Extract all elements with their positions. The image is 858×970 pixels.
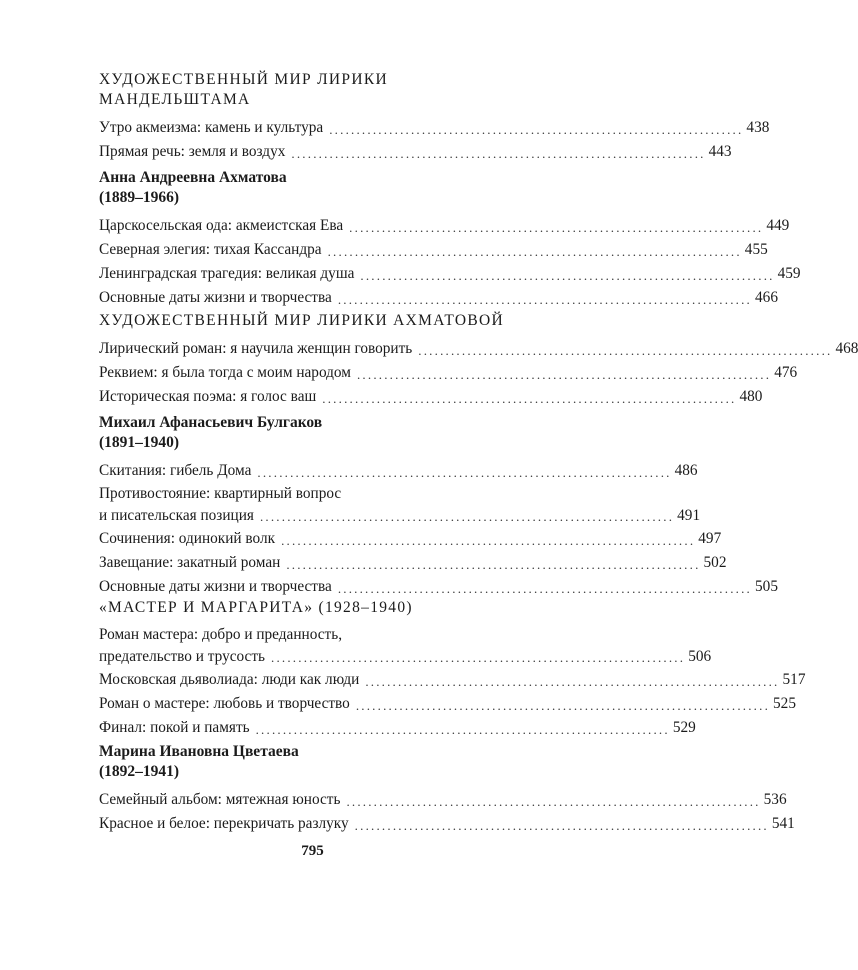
toc-entry[interactable] xyxy=(99,116,770,140)
toc-entry[interactable] xyxy=(99,361,798,385)
toc-entry[interactable] xyxy=(99,575,778,599)
leader-dots: ............................................................................ xyxy=(360,268,775,283)
toc-section-mandelstam-world xyxy=(99,70,770,164)
author-years: (1892–1941) xyxy=(99,763,180,780)
toc-entry[interactable] xyxy=(99,788,787,812)
leader-dots: ............................................................................ xyxy=(329,122,744,137)
toc-entry[interactable] xyxy=(99,385,763,409)
entry-title: Царскосельская ода: акмеистская Ева xyxy=(99,217,344,234)
toc-entry[interactable] xyxy=(99,140,732,164)
leader-dots: ............................................................................ xyxy=(255,722,670,737)
entry-page: 466 xyxy=(755,289,778,306)
entry-title: Скитания: гибель Дома xyxy=(99,462,252,479)
entry-title: Финал: покой и память xyxy=(99,719,250,736)
entry-page: 502 xyxy=(703,554,727,571)
toc-entry[interactable] xyxy=(99,238,768,262)
entry-title: Семейный альбом: мятежная юность xyxy=(99,791,341,808)
entry-title: Основные даты жизни и творчества xyxy=(99,578,332,595)
entry-page: 486 xyxy=(674,462,698,479)
leader-dots: ............................................................................ xyxy=(281,533,696,548)
leader-dots: ............................................................................ xyxy=(291,146,706,161)
leader-dots: ............................................................................ xyxy=(327,244,742,259)
entry-title: предательство и трусость xyxy=(99,648,265,665)
leader-dots: ............................................................................ xyxy=(355,698,771,713)
section-title-cont: МАНДЕЛЬШТАМА xyxy=(99,91,251,108)
entry-page: 505 xyxy=(755,578,778,595)
toc-entry[interactable] xyxy=(99,527,722,551)
entry-page: 517 xyxy=(782,671,806,688)
entry-page: 443 xyxy=(708,143,732,160)
entry-title: Сочинения: одинокий волк xyxy=(99,530,276,547)
entry-title: Реквием: я была тогда с моим народом xyxy=(99,364,351,381)
leader-dots: ............................................................................ xyxy=(271,650,686,665)
leader-dots: ............................................................................ xyxy=(354,818,769,833)
entry-page: 476 xyxy=(774,364,798,381)
section-title: ХУДОЖЕСТВЕННЫЙ МИР ЛИРИКИ xyxy=(99,71,388,88)
author-name: Михаил Афанасьевич Булгаков xyxy=(99,414,323,431)
leader-dots: ............................................................................ xyxy=(346,794,761,809)
toc-entry[interactable] xyxy=(99,668,806,692)
entry-page: 449 xyxy=(766,217,790,234)
author-name: Марина Ивановна Цветаева xyxy=(99,743,299,760)
entry-page: 480 xyxy=(739,388,763,405)
entry-page: 438 xyxy=(746,119,770,136)
toc-entry[interactable] xyxy=(99,551,727,575)
toc-entry[interactable] xyxy=(99,716,696,740)
entry-page: 468 xyxy=(835,340,858,357)
toc-entry[interactable] xyxy=(99,812,795,836)
toc-entry[interactable] xyxy=(99,337,858,361)
leader-dots: ............................................................................ xyxy=(322,391,737,406)
entry-title: Лирический роман: я научила женщин говорить xyxy=(99,340,413,357)
toc-section-akhmatova-world xyxy=(99,311,858,409)
entry-title: и писательская позиция xyxy=(99,507,254,524)
toc-entry[interactable] xyxy=(99,459,698,483)
leader-dots: ............................................................................ xyxy=(349,220,764,235)
leader-dots: ............................................................................ xyxy=(337,292,753,307)
entry-page: 497 xyxy=(698,530,722,547)
toc-entry[interactable] xyxy=(99,483,701,527)
entry-title-line1: Противостояние: квартирный вопрос xyxy=(99,485,342,502)
entry-page: 455 xyxy=(744,241,768,258)
leader-dots: ............................................................................ xyxy=(257,465,672,480)
entry-title: Роман о мастере: любовь и творчество xyxy=(99,695,350,712)
entry-title: Основные даты жизни и творчества xyxy=(99,289,332,306)
author-years: (1891–1940) xyxy=(99,434,180,451)
toc-entry[interactable] xyxy=(99,214,790,238)
entry-page: 525 xyxy=(773,695,796,712)
leader-dots: ............................................................................ xyxy=(259,509,675,524)
entry-title: Ленинградская трагедия: великая душа xyxy=(99,265,355,282)
leader-dots: ............................................................................ xyxy=(365,674,780,689)
entry-title: Красное и белое: перекричать разлуку xyxy=(99,815,349,832)
section-title: ХУДОЖЕСТВЕННЫЙ МИР ЛИРИКИ АХМАТОВОЙ xyxy=(99,312,505,329)
entry-page: 506 xyxy=(688,648,712,665)
entry-page: 491 xyxy=(677,507,701,524)
toc-entry[interactable] xyxy=(99,692,796,716)
leader-dots: ............................................................................ xyxy=(418,343,833,358)
entry-title: Историческая поэма: я голос ваш xyxy=(99,388,317,405)
entry-page: 459 xyxy=(777,265,801,282)
toc-entry[interactable] xyxy=(99,624,712,668)
leader-dots: ............................................................................ xyxy=(286,557,701,572)
author-name: Анна Андреевна Ахматова xyxy=(99,169,287,186)
entry-title: Завещание: закатный роман xyxy=(99,554,281,571)
entry-title: Утро акмеизма: камень и культура xyxy=(99,119,324,136)
entry-title: Прямая речь: земля и воздух xyxy=(99,143,286,160)
entry-page: 536 xyxy=(763,791,787,808)
entry-title-line1: Роман мастера: добро и преданность, xyxy=(99,626,343,643)
toc-section-bulgakov-bio xyxy=(99,413,778,599)
author-years: (1889–1966) xyxy=(99,189,180,206)
toc-section-akhmatova-bio xyxy=(99,168,801,310)
entry-page: 529 xyxy=(672,719,696,736)
entry-title: Северная элегия: тихая Кассандра xyxy=(99,241,322,258)
entry-title: Московская дьяволиада: люди как люди xyxy=(99,671,360,688)
page-number: 795 xyxy=(301,843,324,859)
section-title: «МАСТЕР И МАРГАРИТА» (1928–1940) xyxy=(99,599,413,616)
toc-section-tsvetaeva-bio xyxy=(99,742,795,836)
leader-dots: ............................................................................ xyxy=(337,581,753,596)
toc-entry[interactable] xyxy=(99,262,801,286)
toc-entry[interactable] xyxy=(99,286,778,310)
entry-page: 541 xyxy=(771,815,795,832)
toc-section-master-margarita xyxy=(99,598,806,740)
leader-dots: ............................................................................ xyxy=(356,367,772,382)
